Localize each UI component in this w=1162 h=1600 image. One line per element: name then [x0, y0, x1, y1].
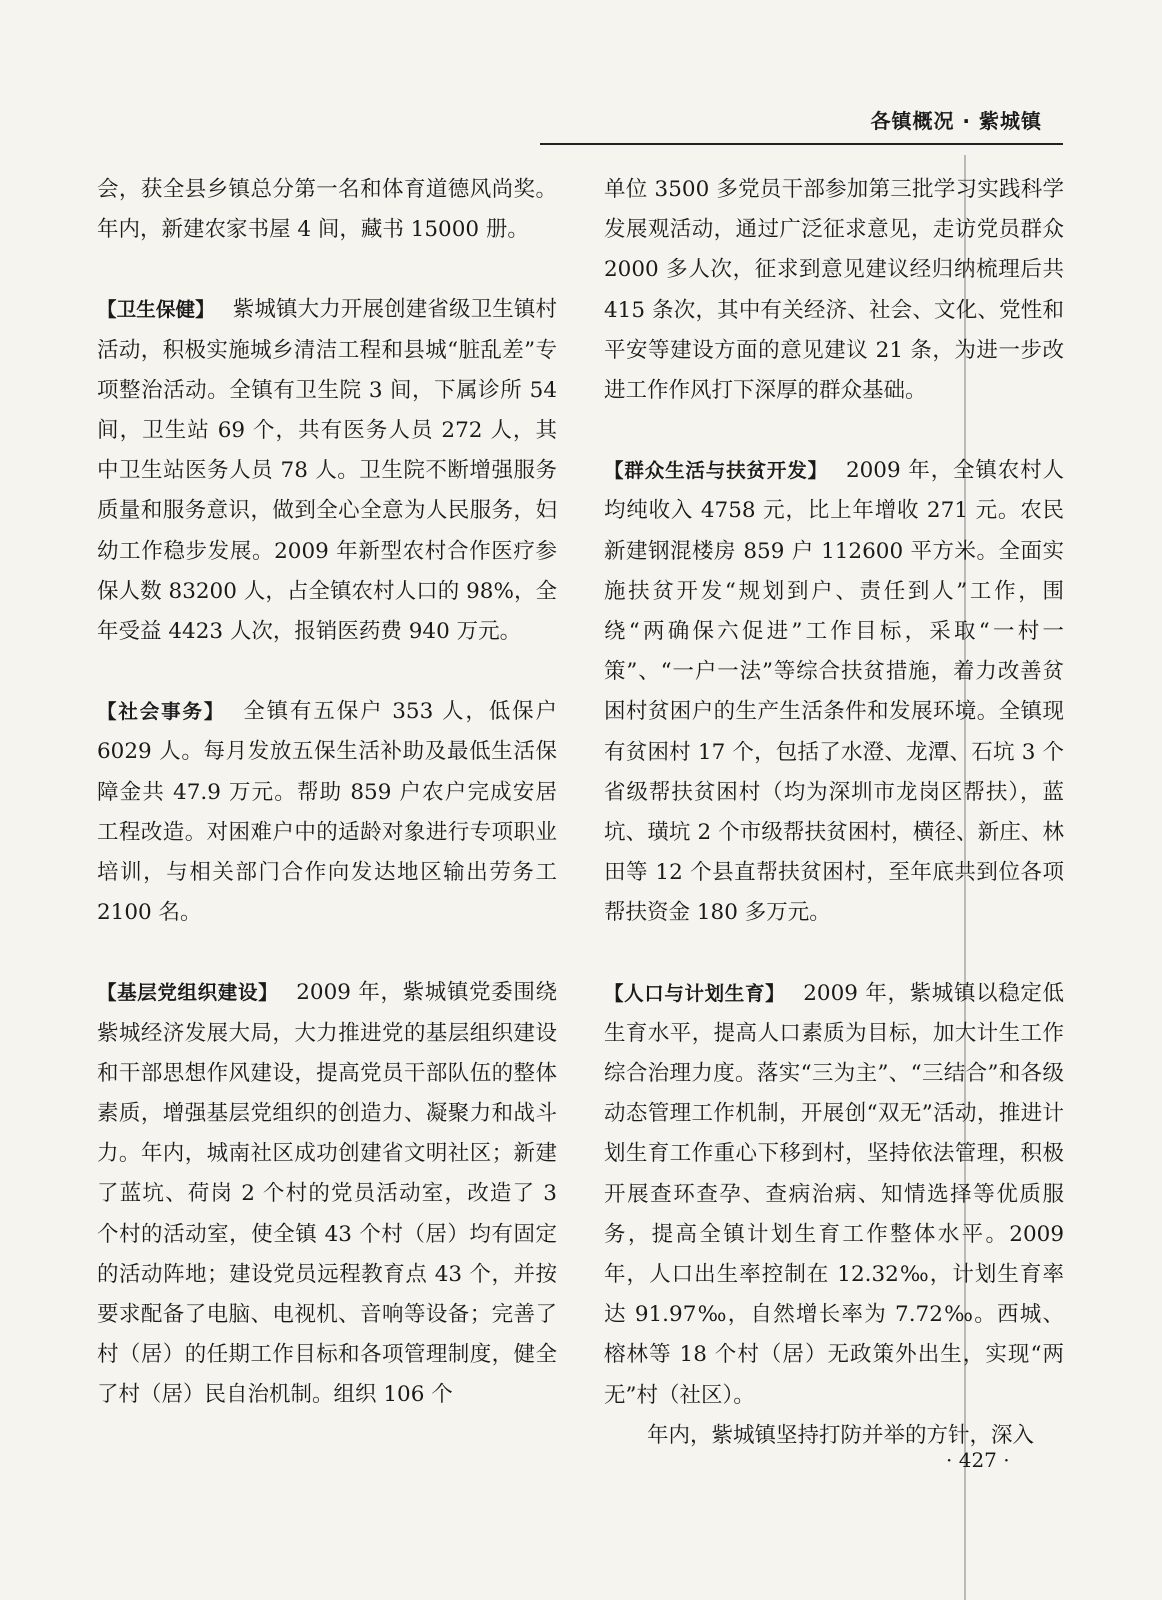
- running-head: 各镇概况 · 紫城镇: [870, 109, 1042, 133]
- section-title: 【人口与计划生育】: [604, 981, 786, 1005]
- section-body: 2009 年，紫城镇党委围绕紫城经济发展大局，大力推进党的基层组织建设和干部思想作风建设，提高党员干部队伍的整体素质，增强基层党组织的创造力、凝聚力和战斗力。年内，城南社区成功创建省文明社区；新建了蓝坑、荷岗 2 个村的党员活动室，改造了 3 个村的活动室，使全镇 43 个村（居）均有固定的活动阵地；建设党员远程教育点 43 个，并按要求配备了电脑、电视机、音响等设备；完善了村（居）的任期工作目标和各项管理制度，健全了村（居）民自治机制。组织 106 个: [97, 980, 557, 1408]
- section-title: 【社会事务】: [97, 700, 226, 724]
- section-body: 2009 年，紫城镇以稳定低生育水平，提高人口素质为目标，加大计生工作综合治理力度。落实“三为主”、“三结合”和各级动态管理工作机制，开展创“双无”活动，推进计划生育工作重心下移到村，坚持依法管理，积极开展查环查孕、查病治病、知情选择等优质服务，提高全镇计划生育工作整体水平。2009 年，人口出生率控制在 12.32‰，计划生育率达 91.97‰，自然增长率为 7.72‰。西城、榕林等 18 个村（居）无政策外出生，实现“两无”村（社区）。: [604, 980, 1064, 1408]
- section-health: [97, 290, 557, 652]
- page-number: · 427 ·: [946, 1448, 1010, 1472]
- section-party-building: [97, 973, 557, 1415]
- section-body: 全镇有五保户 353 人，低保户 6029 人。每月发放五保生活补助及最低生活保障金共 47.9 万元。帮助 859 户农户完成安居工程改造。对困难户中的适龄对象进行专项职业培训，与相关部门合作向发达地区输出劳务工 2100 名。: [97, 699, 557, 926]
- continuation-paragraph: 会，获全县乡镇总分第一名和体育道德风尚奖。年内，新建农家书屋 4 间，藏书 15000 册。: [97, 177, 557, 243]
- section-title: 【基层党组织建设】: [97, 981, 279, 1005]
- section-body: 紫城镇大力开展创建省级卫生镇村活动，积极实施城乡清洁工程和县城“脏乱差”专项整治活动。全镇有卫生院 3 间，下属诊所 54 间，卫生站 69 个，共有医务人员 272 人，其中卫生站医务人员 78 人。卫生院不断增强服务质量和服务意识，做到全心全意为人民服务，妇幼工作稳步发展。2009 年新型农村合作医疗参保人数 83200 人，占全镇农村人口的 98%，全年受益 4423 人次，报销医药费 940 万元。: [97, 297, 557, 645]
- trailing-paragraph: 年内，紫城镇坚持打防并举的方针，深入: [647, 1422, 1035, 1448]
- continuation-paragraph: 单位 3500 多党员干部参加第三批学习实践科学发展观活动，通过广泛征求意见，走访党员群众 2000 多人次，征求到意见建议经归纳梳理后共 415 条次，其中有关经济、社会、文化、党性和平安等建设方面的意见建议 21 条，为进一步改进工作作风打下深厚的群众基础。: [604, 177, 1064, 404]
- left-column: [97, 170, 557, 1416]
- section-body: 2009 年，全镇农村人均纯收入 4758 元，比上年增收 271 元。农民新建钢混楼房 859 户 112600 平方米。全面实施扶贫开发“规划到户、责任到人”工作，围绕“两确保六促进”工作目标，采取“一村一策”、“一户一法”等综合扶贫措施，着力改善贫困村贫困户的生产生活条件和发展环境。全镇现有贫困村 17 个，包括了水澄、龙潭、石坑 3 个省级帮扶贫困村（均为深圳市龙岗区帮扶），蓝坑、璜坑 2 个市级帮扶贫困村，横径、新庄、林田等 12 个县直帮扶贫困村，至年底共到位各项帮扶资金 180 多万元。: [604, 458, 1064, 926]
- section-title: 【群众生活与扶贫开发】: [604, 459, 828, 483]
- section-population-planning: [604, 974, 1064, 1416]
- header-rule: [540, 143, 1063, 145]
- section-livelihood-poverty: [604, 451, 1064, 933]
- section-title: 【卫生保健】: [97, 298, 215, 322]
- right-column: [604, 170, 1064, 1456]
- section-social-affairs: [97, 692, 557, 933]
